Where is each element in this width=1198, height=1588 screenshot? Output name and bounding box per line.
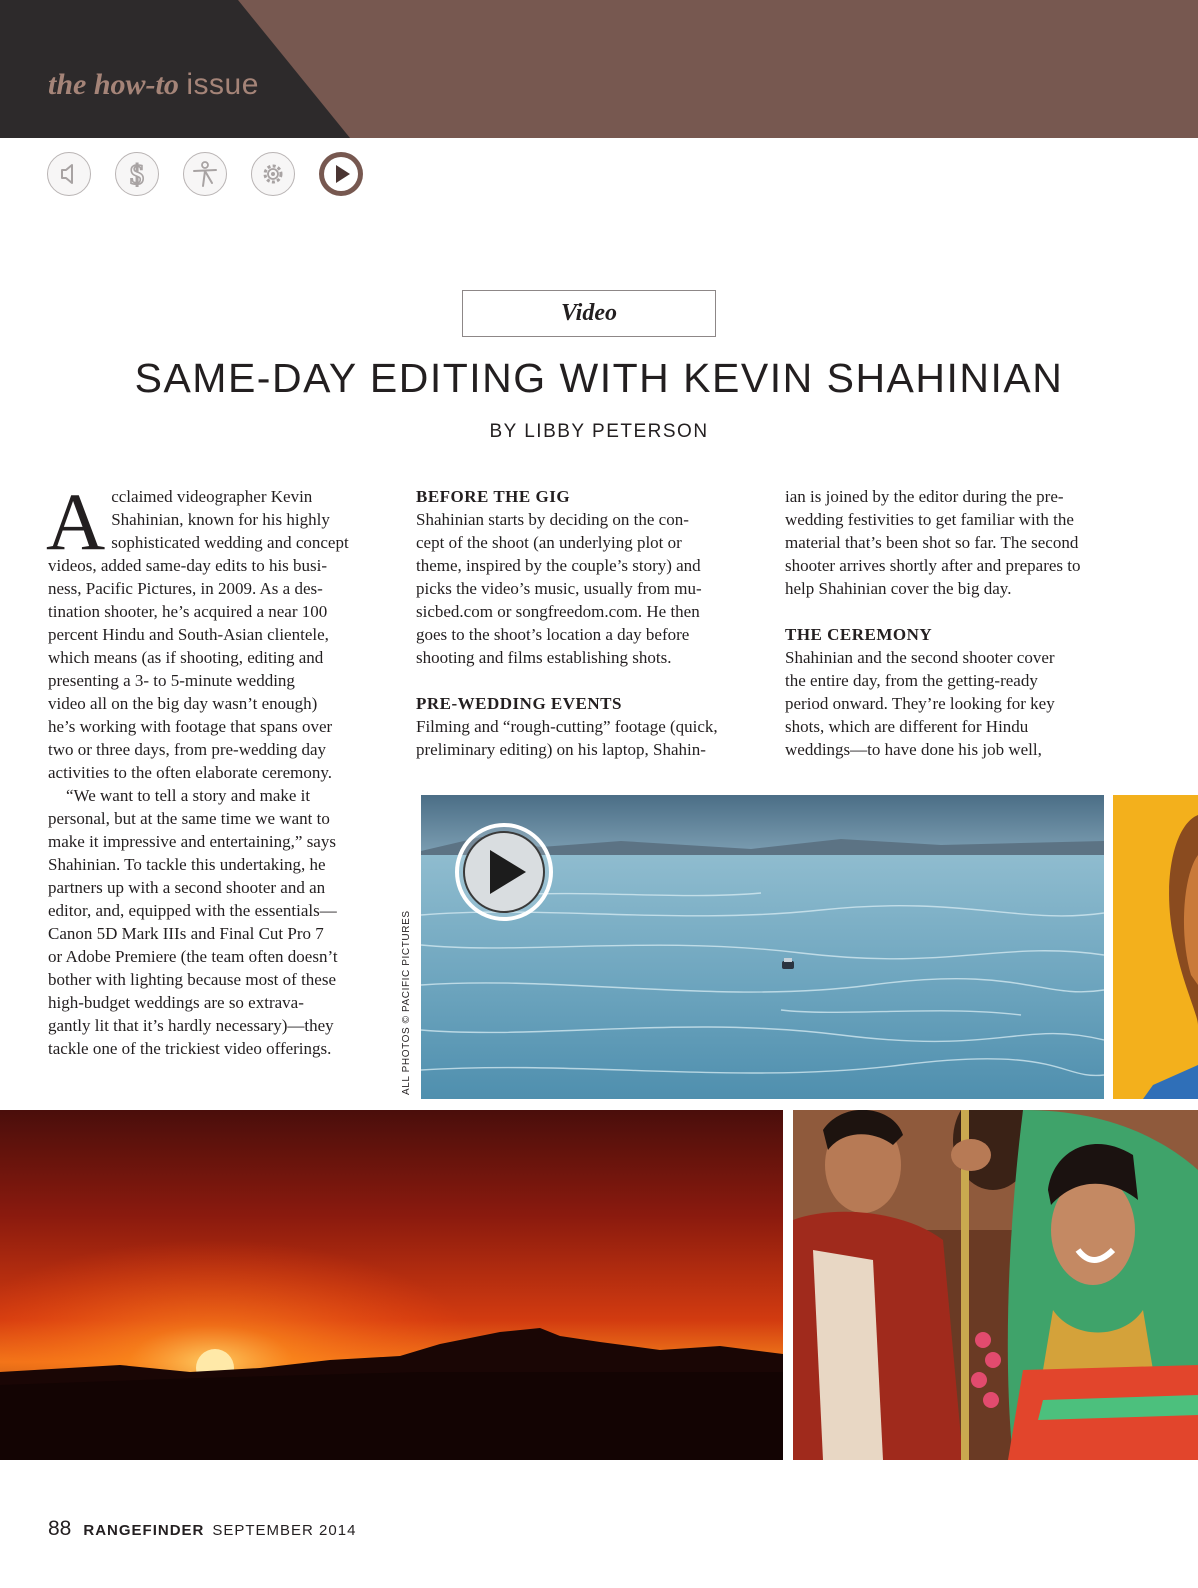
article-column-2 [416, 485, 764, 761]
text-line: or Adobe Premiere (the team often doesn’t [48, 947, 338, 966]
issue-label-italic: the how-to [48, 68, 179, 101]
wedding-couple-photo [793, 1110, 1198, 1460]
text-line: Filming and “rough-cutting” footage (quick, [416, 717, 718, 736]
video-play-button[interactable] [454, 822, 554, 922]
text-line: make it impressive and entertaining,” says [48, 832, 336, 851]
text-line: Shahinian starts by deciding on the con- [416, 510, 689, 529]
page-number: 88 [48, 1517, 72, 1540]
pre-wedding-paragraph [416, 715, 764, 761]
speaker-icon[interactable] [47, 152, 91, 196]
text-line: gantly lit that it’s hardly necessary)—they [48, 1016, 334, 1035]
text-line: personal, but at the same time we want to [48, 809, 330, 828]
text-line: bother with lighting because most of these [48, 970, 336, 989]
text-line: preliminary editing) on his laptop, Shahin- [416, 740, 706, 759]
text-line: weddings—to have done his job well, [785, 740, 1042, 759]
text-line: Shahinian. To tackle this undertaking, he [48, 855, 326, 874]
text-line: video all on the big day wasn’t enough) [48, 694, 318, 713]
text-line: editor, and, equipped with the essentials— [48, 901, 337, 920]
page-footer [48, 1516, 356, 1544]
pre-wedding-continued-paragraph [785, 485, 1129, 600]
dollar-icon[interactable] [115, 152, 159, 196]
svg-text:$: $ [130, 160, 144, 189]
text-line: cclaimed videographer Kevin [111, 487, 313, 506]
issue-label [48, 66, 259, 104]
text-line: picks the video’s music, usually from mu- [416, 579, 702, 598]
sunset-photo [0, 1110, 783, 1460]
article-column-3 [785, 485, 1129, 761]
text-line: sophisticated wedding and concept [111, 533, 349, 552]
drop-cap: A [46, 476, 106, 567]
text-line: wedding festivities to get familiar with the [785, 510, 1074, 529]
text-line: two or three days, from pre-wedding day [48, 740, 327, 759]
section-tag: Video [462, 290, 716, 337]
ceremony-paragraph [785, 646, 1129, 761]
text-line: shots, which are different for Hindu [785, 717, 1029, 736]
heading-the-ceremony: THE CEREMONY [785, 625, 933, 644]
text-line: which means (as if shooting, editing and [48, 648, 324, 667]
text-line: partners up with a second shooter and an [48, 878, 326, 897]
photo-credit: ALL PHOTOS © PACIFIC PICTURES [401, 910, 412, 1095]
text-line: ness, Pacific Pictures, in 2009. As a des- [48, 579, 323, 598]
text-line: percent Hindu and South-Asian clientele, [48, 625, 329, 644]
text-line: Canon 5D Mark IIIs and Final Cut Pro 7 [48, 924, 324, 943]
category-icon-row [47, 152, 363, 196]
issue-date: SEPTEMBER 2014 [212, 1522, 357, 1539]
heading-pre-wedding-events: PRE-WEDDING EVENTS [416, 694, 622, 713]
play-icon[interactable] [319, 152, 363, 196]
text-line: high-budget weddings are so extrava- [48, 993, 304, 1012]
issue-label-plain: issue [186, 68, 259, 101]
before-the-gig-paragraph [416, 508, 764, 669]
text-line: cept of the shoot (an underlying plot or [416, 533, 682, 552]
text-line: tackle one of the trickiest video offerings. [48, 1039, 332, 1058]
text-line: presenting a 3- to 5-minute wedding [48, 671, 295, 690]
intro-paragraph [46, 476, 390, 784]
text-line: videos, added same-day edits to his busi- [48, 556, 328, 575]
text-line: shooter arrives shortly after and prepares to [785, 556, 1081, 575]
text-line: “We want to tell a story and make it [66, 786, 311, 805]
text-line: period onward. They’re looking for key [785, 694, 1055, 713]
article-title: SAME-DAY EDITING WITH KEVIN SHAHINIAN [134, 355, 1064, 401]
text-line: material that’s been shot so far. The second [785, 533, 1079, 552]
byline: BY LIBBY PETERSON [489, 421, 709, 442]
text-line: Shahinian and the second shooter cover [785, 648, 1055, 667]
person-icon[interactable] [183, 152, 227, 196]
text-line: theme, inspired by the couple’s story) and [416, 556, 701, 575]
quote-paragraph [48, 784, 390, 1060]
text-line: shooting and films establishing shots. [416, 648, 672, 667]
text-line: goes to the shoot’s location a day before [416, 625, 690, 644]
text-line: help Shahinian cover the big day. [785, 579, 1012, 598]
text-line: the entire day, from the getting-ready [785, 671, 1038, 690]
text-line: activities to the often elaborate ceremony. [48, 763, 332, 782]
text-line: sicbed.com or songfreedom.com. He then [416, 602, 700, 621]
text-line: tination shooter, he’s acquired a near 100 [48, 602, 328, 621]
gear-icon[interactable] [251, 152, 295, 196]
article-column-1 [46, 476, 390, 1060]
yellow-partial-photo [1113, 795, 1198, 1099]
text-line: Shahinian, known for his highly [111, 510, 330, 529]
heading-before-the-gig: BEFORE THE GIG [416, 487, 571, 506]
text-line: he’s working with footage that spans over [48, 717, 333, 736]
text-line: ian is joined by the editor during the pre- [785, 487, 1064, 506]
magazine-name: RANGEFINDER [83, 1522, 205, 1539]
